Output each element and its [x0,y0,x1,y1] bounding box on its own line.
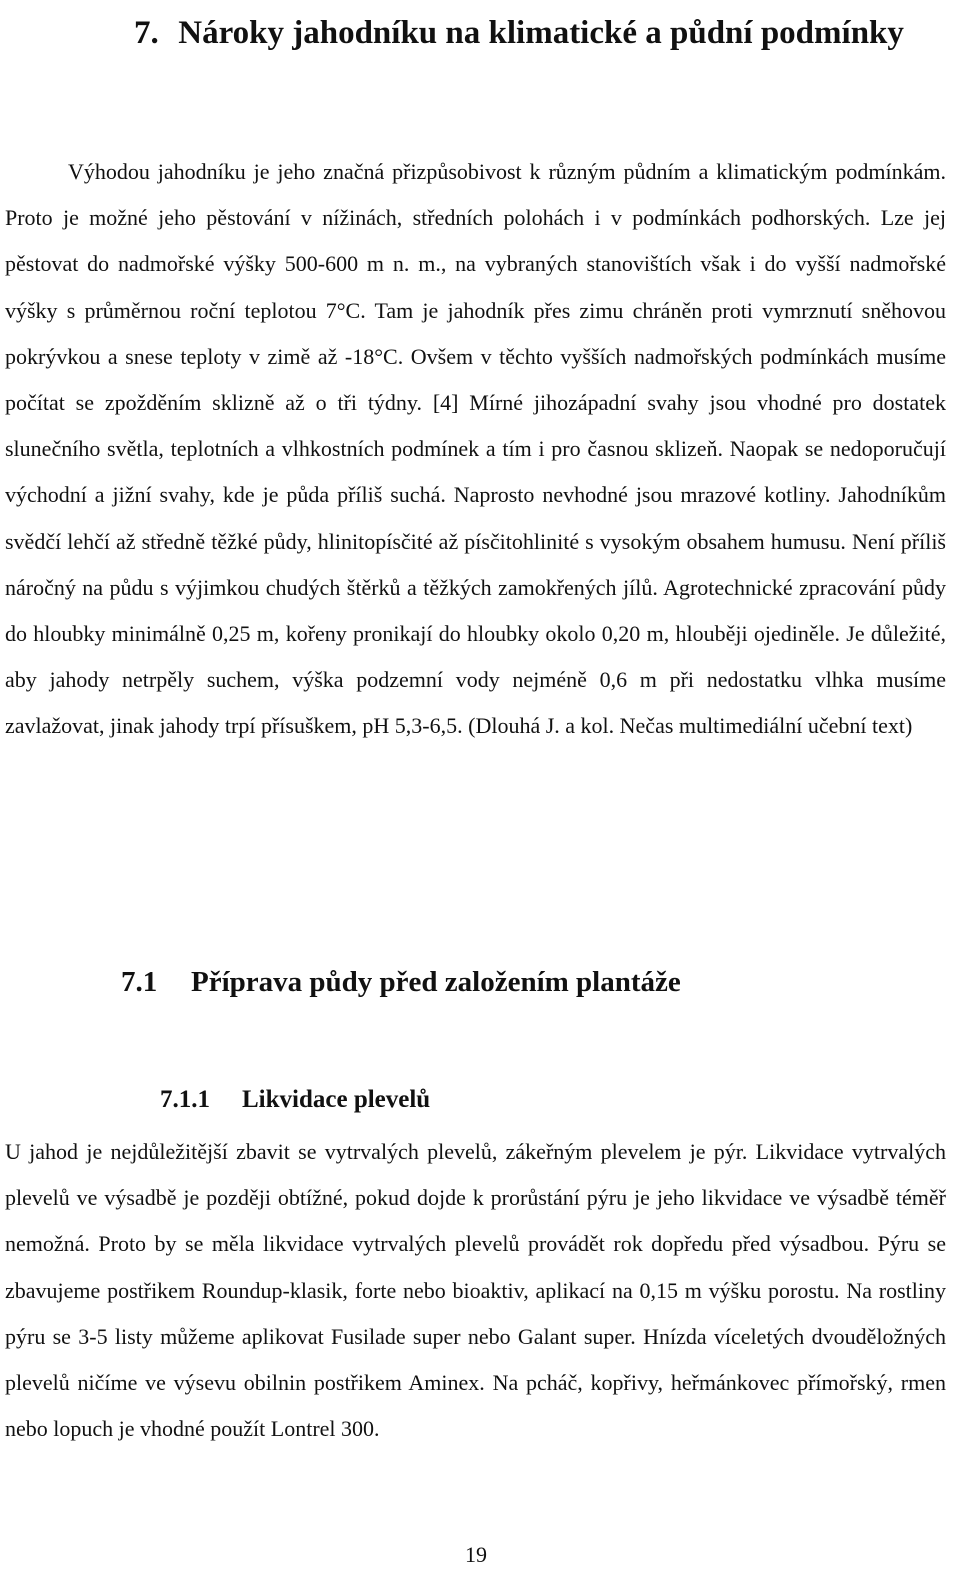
chapter-heading [134,2,946,64]
intro-paragraph: Výhodou jahodníku je jeho značná přizpůsobivost k různým půdním a klimatickým podmínkám. Proto je možné jeho pěstování v nížinách, středních polohách i v podmínkách podhorských. Lze jej pěstovat do nadmořské výšky 500-600 m n. m., na vybraných stanovištích však i do vyšší nadmořské výšky s průměrnou roční teplotou 7°C. Tam je jahodník přes zimu chráněn proti vymrznutí sněhovou pokrývkou a snese teploty v zimě až -18°C. Ovšem v těchto vyšších nadmořských podmínkách musíme počítat se zpožděním sklizně až o tři týdny. [4] Mírné jihozápadní svahy jsou vhodné pro dostatek slunečního světla, teplotních a vlhkostních podmínek a tím i pro časnou sklizeň. Naopak se nedoporučují východní a jižní svahy, kde je půda příliš suchá. Naprosto nevhodné jsou mrazové kotliny. Jahodníkům svědčí lehčí až středně těžké půdy, hlinitopísčité až písčitohlinité s vysokým obsahem humusu. Není příliš náročný na půdu s výjimkou chudých štěrků a těžkých zamokřených jílů. Agrotechnické zpracování půdy do hloubky minimálně 0,25 m, kořeny pronikají do hloubky okolo 0,20 m, hlouběji ojediněle. Je důležité, aby jahody netrpěly suchem, výška podzemní vody nejméně 0,6 m při nedostatku vlhka musíme zavlažovat, jinak jahody trpí přísuškem, pH 5,3-6,5. (Dlouhá J. a kol. Nečas multimediální učební text) [5,159,946,739]
subsection-heading [160,1082,430,1118]
section-heading [121,962,681,1002]
section-title: Příprava půdy před založením plantáže [191,966,681,998]
page-number: 19 [465,1542,487,1567]
section-number: 7.1 [121,966,158,998]
subsection-title: Likvidace plevelů [242,1086,431,1113]
subsection-number: 7.1.1 [160,1086,210,1113]
weeds-paragraph: U jahod je nejdůležitější zbavit se vytrvalých plevelů, zákeřným plevelem je pýr. Likvidace vytrvalých plevelů ve výsadbě je později obtížné, pokud dojde k prorůstání pýru je jeho likvidace ve výsadbě téměř nemožná. Proto by se měla likvidace vytrvalých plevelů provádět rok dopředu před výsadbou. Pýru se zbavujeme postřikem Roundup-klasik, forte nebo bioaktiv, aplikací na 0,15 m výšku porostu. Na rostliny pýru se 3-5 listy můžeme aplikovat Fusilade super nebo Galant super. Hnízda víceletých dvouděložných plevelů ničíme ve výsevu obilnin postřikem Aminex. Na pcháč, kopřivy, heřmánkovec přímořský, rmen nebo lopuch je vhodné použít Lontrel 300. [5,1139,946,1442]
chapter-title: Nároky jahodníku na klimatické a půdní podmínky [178,15,904,51]
chapter-number: 7. [134,15,159,51]
